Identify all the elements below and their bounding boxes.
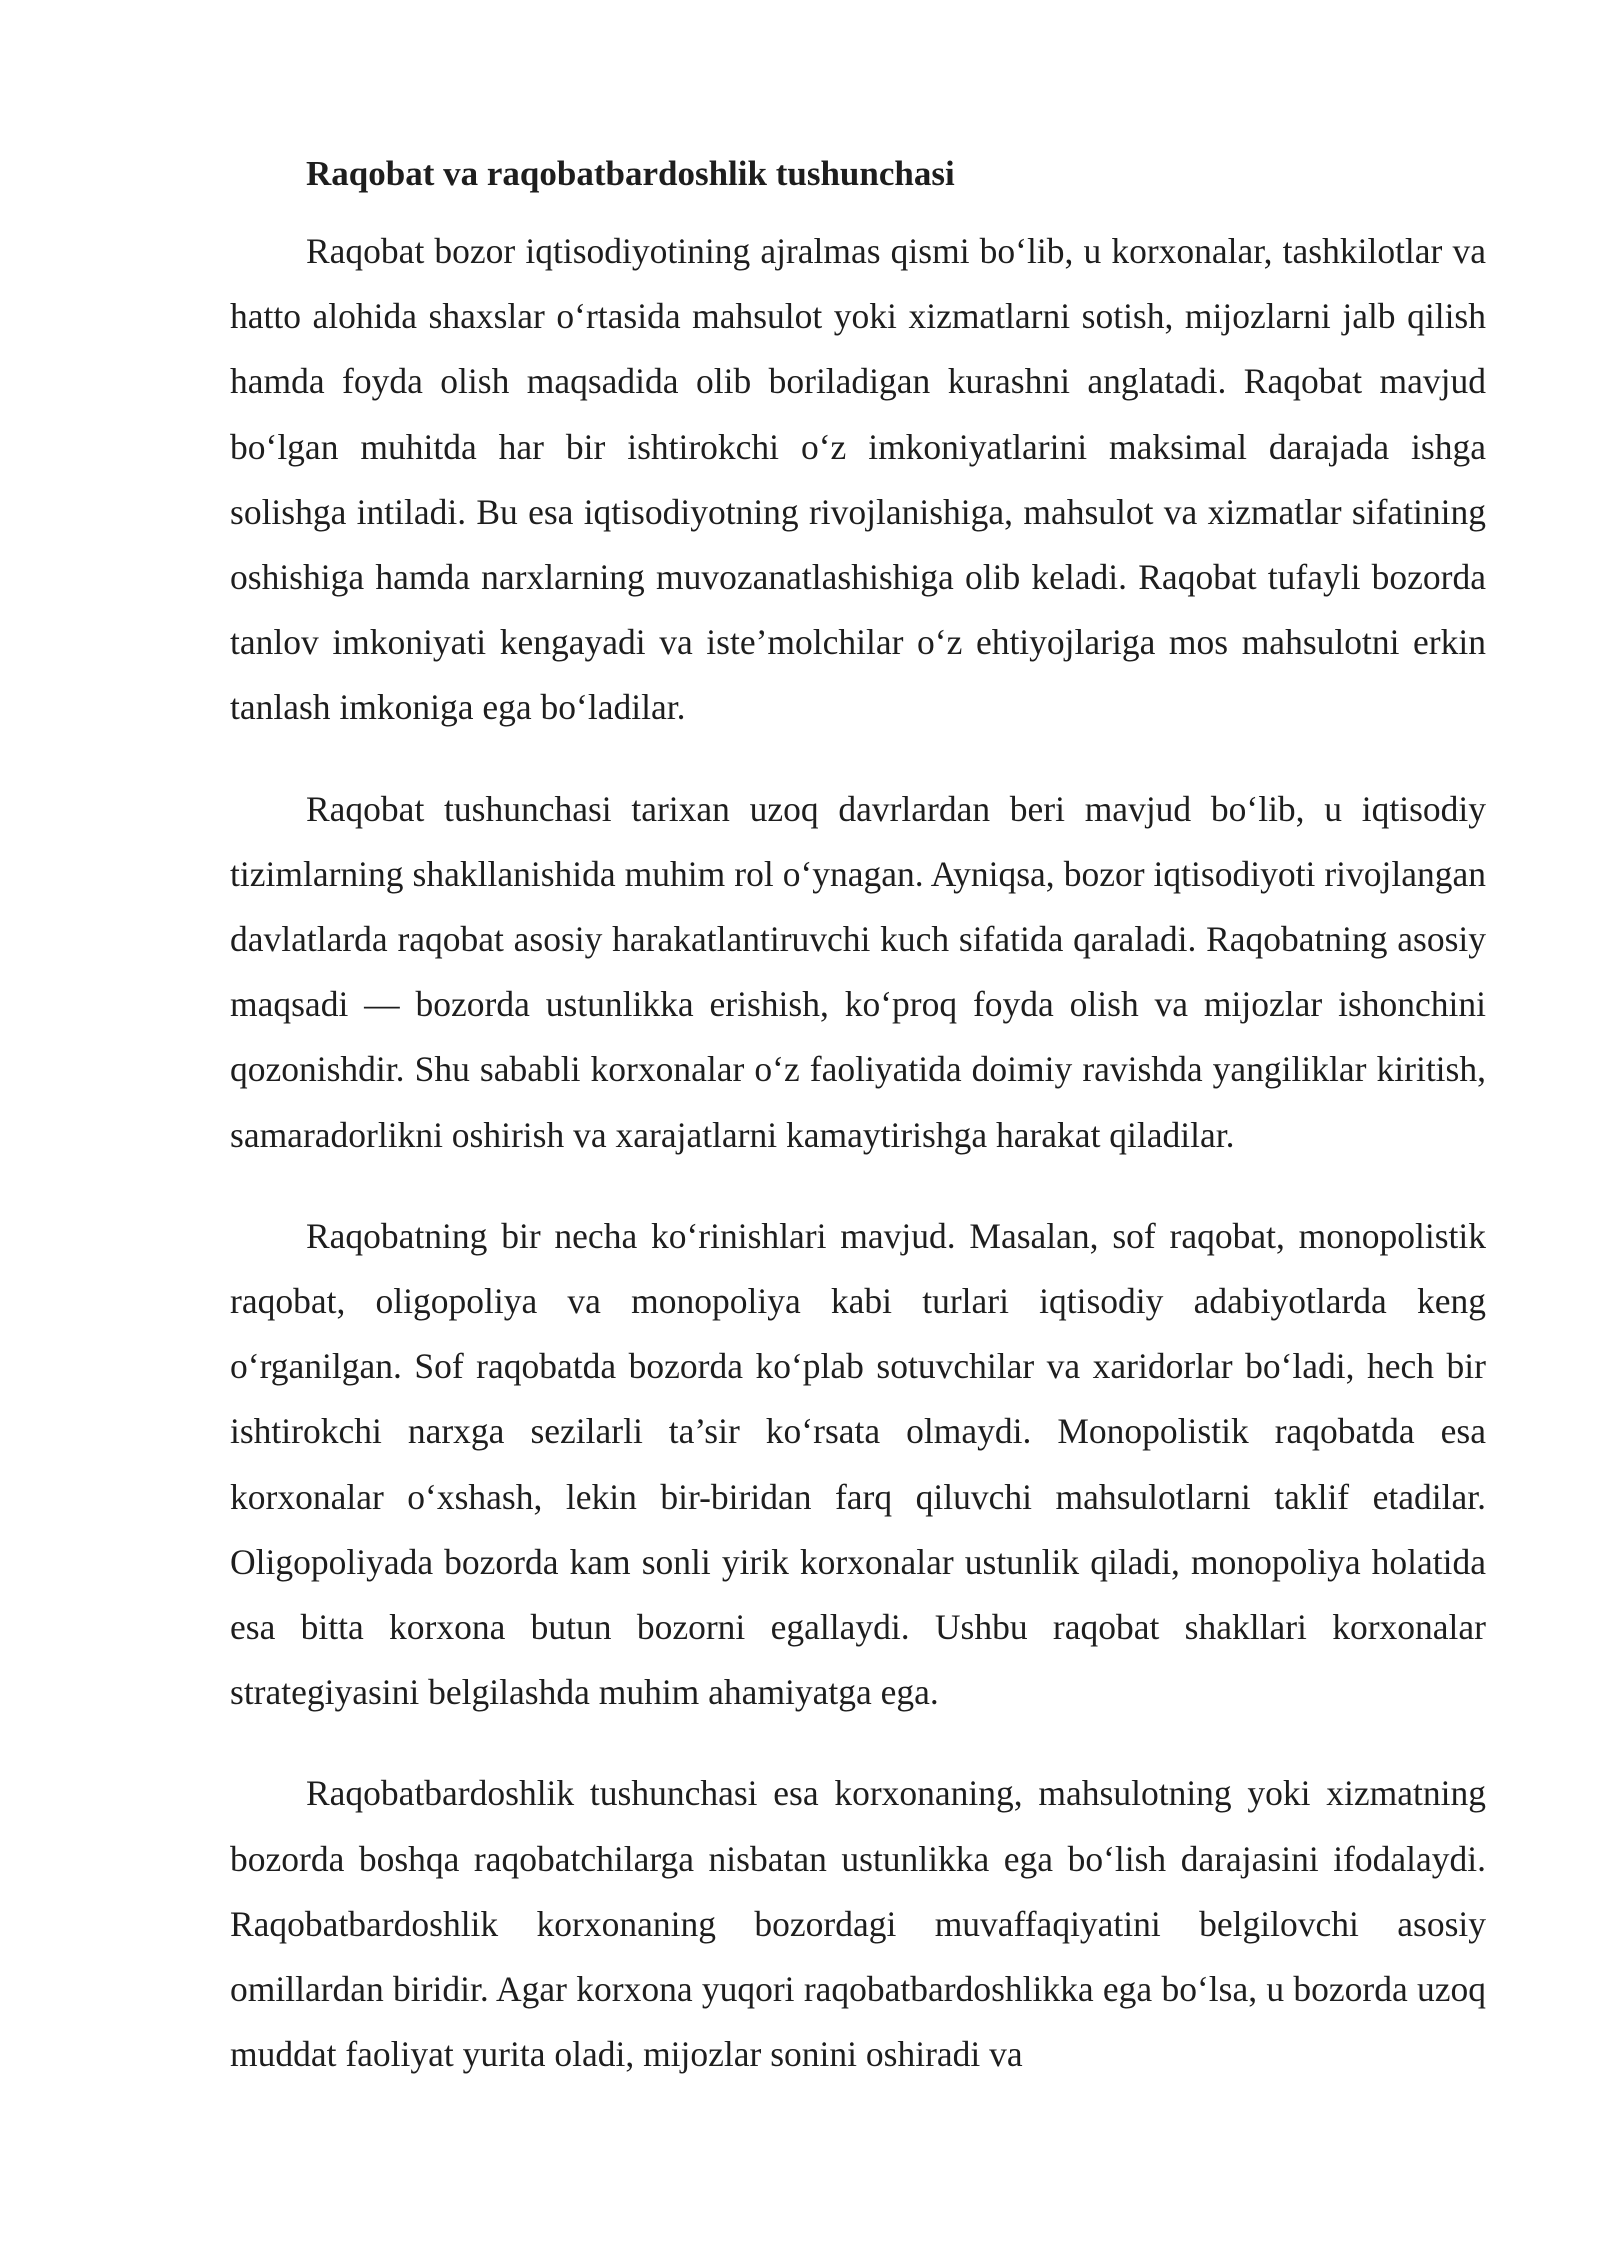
paragraph-competitiveness-definition: Raqobatbardoshlik tushunchasi esa korxonaning, mahsulotning yoki xizmatning bozorda boshqa raqobatchilarga nisbatan ustunlikka ega bo‘lish darajasini ifodalaydi. Raqobatbardoshlik korxonaning bozordagi muvaffaqiyatini belgilovchi asosiy omillardan biridir. Agar korxona yuqori raqobatbardoshlikka ega bo‘lsa, u bozorda uzoq muddat faoliyat yurita oladi, mijozlar sonini oshiradi va [230, 1773, 1486, 2075]
document-body [230, 150, 1486, 2087]
paragraph-competition-history: Raqobat tushunchasi tarixan uzoq davrlardan beri mavjud bo‘lib, u iqtisodiy tizimlarning shakllanishida muhim rol o‘ynagan. Ayniqsa, bozor iqtisodiyoti rivojlangan davlatlarda raqobat asosiy harakatlantiruvchi kuch sifatida qaraladi. Raqobatning asosiy maqsadi — bozorda ustunlikka erishish, ko‘proq foyda olish va mijozlar ishonchini qozonishdir. Shu sababli korxonalar o‘z faoliyatida doimiy ravishda yangiliklar kiritish, samaradorlikni oshirish va xarajatlarni kamaytirishga harakat qiladilar. [230, 788, 1486, 1155]
document-title: Raqobat va raqobatbardoshlik tushunchasi [306, 154, 955, 193]
paragraph-competition-definition: Raqobat bozor iqtisodiyotining ajralmas qismi bo‘lib, u korxonalar, tashkilotlar va hatto alohida shaxslar o‘rtasida mahsulot yoki xizmatlarni sotish, mijozlarni jalb qilish hamda foyda olish maqsadida olib boriladigan kurashni anglatadi. Raqobat mavjud bo‘lgan muhitda har bir ishtirokchi o‘z imkoniyatlarini maksimal darajada ishga solishga intiladi. Bu esa iqtisodiyotning rivojlanishiga, mahsulot va xizmatlar sifatining oshishiga hamda narxlarning muvozanatlashishiga olib keladi. Raqobat tufayli bozorda tanlov imkoniyati kengayadi va iste’molchilar o‘z ehtiyojlariga mos mahsulotni erkin tanlash imkoniga ega bo‘ladilar. [230, 231, 1486, 728]
paragraph-competition-types: Raqobatning bir necha ko‘rinishlari mavjud. Masalan, sof raqobat, monopolistik raqobat, oligopoliya va monopoliya kabi turlari iqtisodiy adabiyotlarda keng o‘rganilgan. Sof raqobatda bozorda ko‘plab sotuvchilar va xaridorlar bo‘ladi, hech bir ishtirokchi narxga sezilarli ta’sir ko‘rsata olmaydi. Monopolistik raqobatda esa korxonalar o‘xshash, lekin bir-biridan farq qiluvchi mahsulotlarni taklif etadilar. Oligopoliyada bozorda kam sonli yirik korxonalar ustunlik qiladi, monopoliya holatida esa bitta korxona butun bozorni egallaydi. Ushbu raqobat shakllari korxonalar strategiyasini belgilashda muhim ahamiyatga ega. [230, 1215, 1486, 1713]
